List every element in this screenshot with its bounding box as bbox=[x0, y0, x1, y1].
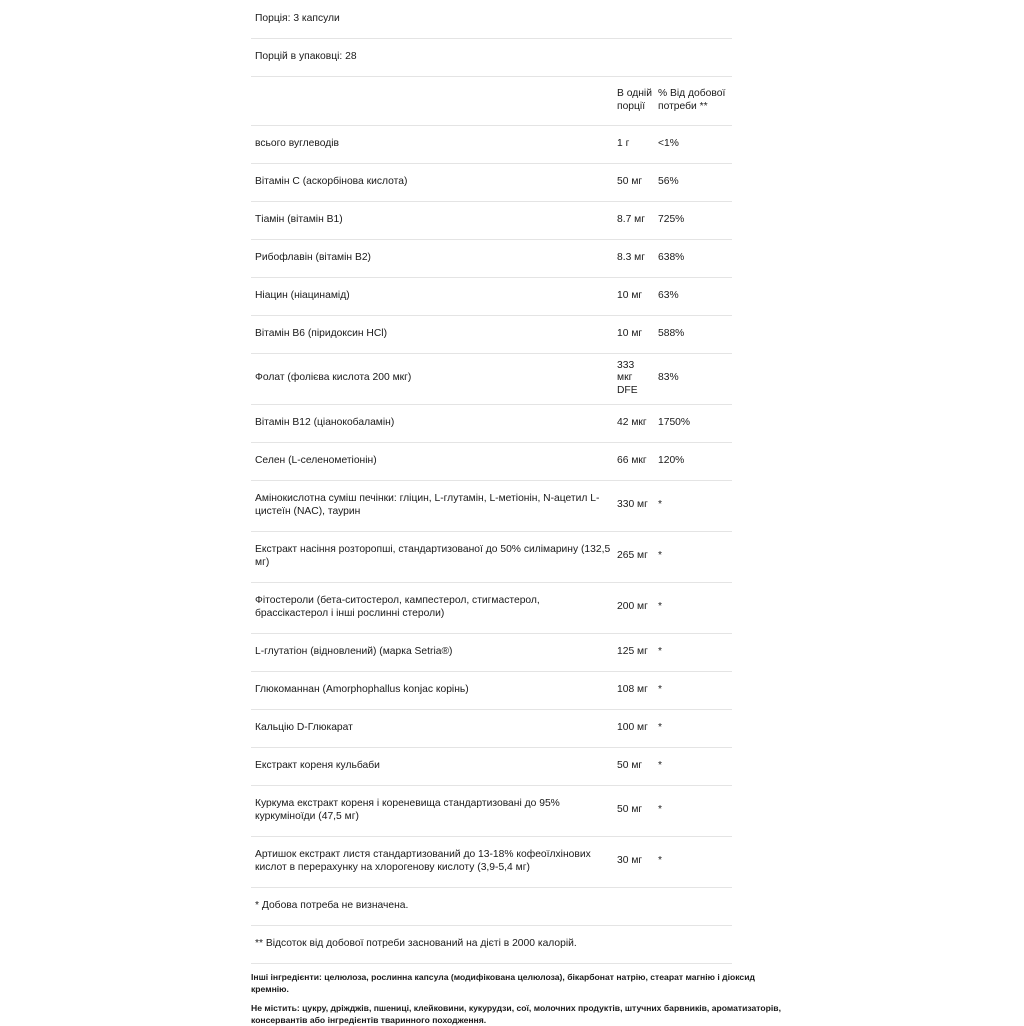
table-row bbox=[251, 633, 732, 671]
servings-per-container-row bbox=[251, 38, 732, 76]
nutrient-name: L-глутатіон (відновлений) (марка Setria®) bbox=[251, 633, 613, 671]
nutrient-amount: 265 мг bbox=[613, 531, 654, 582]
nutrient-name: Куркума екстракт кореня і кореневища стандартизовані до 95% куркуміноїди (47,5 мг) bbox=[251, 785, 613, 836]
nutrient-amount: 333 мкг DFE bbox=[613, 353, 654, 404]
nutrient-daily-value: 83% bbox=[654, 353, 732, 404]
nutrient-amount: 125 мг bbox=[613, 633, 654, 671]
table-row bbox=[251, 671, 732, 709]
nutrient-amount: 50 мг bbox=[613, 163, 654, 201]
nutrient-name: Екстракт насіння розторопші, стандартизованої до 50% силімарину (132,5 мг) bbox=[251, 531, 613, 582]
nutrient-name: Екстракт кореня кульбаби bbox=[251, 747, 613, 785]
table-row bbox=[251, 404, 732, 442]
nutrient-daily-value: * bbox=[654, 480, 732, 531]
table-header-row bbox=[251, 76, 732, 125]
serving-size: Порція: 3 капсули bbox=[251, 0, 732, 38]
header-amount-per-serving: В одній порції bbox=[613, 76, 654, 125]
table-row bbox=[251, 785, 732, 836]
header-name-cell bbox=[251, 76, 613, 125]
nutrient-daily-value: 725% bbox=[654, 201, 732, 239]
nutrient-amount: 66 мкг bbox=[613, 442, 654, 480]
nutrient-daily-value: * bbox=[654, 747, 732, 785]
nutrient-amount: 330 мг bbox=[613, 480, 654, 531]
header-daily-value: % Від добової потреби ** bbox=[654, 76, 732, 125]
nutrient-name: Артишок екстракт листя стандартизований до 13-18% кофеоїлхінових кислот в перерахунку на хлорогенову кислоту (3,9-5,4 мг) bbox=[251, 836, 613, 887]
nutrient-daily-value: * bbox=[654, 785, 732, 836]
supplement-facts-table bbox=[251, 0, 732, 964]
serving-size-row bbox=[251, 0, 732, 38]
table-row bbox=[251, 442, 732, 480]
nutrient-name: Кальцію D-Глюкарат bbox=[251, 709, 613, 747]
table-row bbox=[251, 353, 732, 404]
table-row bbox=[251, 531, 732, 582]
nutrient-name: Вітамін B12 (ціанокобаламін) bbox=[251, 404, 613, 442]
nutrient-name: Ніацин (ніацинамід) bbox=[251, 277, 613, 315]
nutrient-name: Фолат (фолієва кислота 200 мкг) bbox=[251, 353, 613, 404]
nutrient-daily-value: * bbox=[654, 709, 732, 747]
nutrient-amount: 108 мг bbox=[613, 671, 654, 709]
table-row bbox=[251, 315, 732, 353]
table-row bbox=[251, 125, 732, 163]
nutrient-amount: 1 г bbox=[613, 125, 654, 163]
footnote-daily-basis: ** Відсоток від добової потреби заснований на дієті в 2000 калорій. bbox=[251, 925, 732, 963]
nutrient-daily-value: <1% bbox=[654, 125, 732, 163]
nutrient-amount: 10 мг bbox=[613, 277, 654, 315]
nutrient-name: Фітостероли (бета-ситостерол, кампестерол, стигмастерол, брассікастерол і інші рослинні стероли) bbox=[251, 582, 613, 633]
supplement-facts-body bbox=[251, 0, 732, 963]
table-row bbox=[251, 277, 732, 315]
nutrient-daily-value: * bbox=[654, 671, 732, 709]
nutrient-amount: 8.3 мг bbox=[613, 239, 654, 277]
table-row bbox=[251, 582, 732, 633]
table-row bbox=[251, 747, 732, 785]
table-row bbox=[251, 480, 732, 531]
nutrient-daily-value: 56% bbox=[654, 163, 732, 201]
other-ingredients: Інші інгредієнти: целюлоза, рослинна капсула (модифікована целюлоза), бікарбонат натрію, стеарат магнію і діоксид кремнію. bbox=[251, 972, 755, 994]
table-row bbox=[251, 836, 732, 887]
nutrient-daily-value: * bbox=[654, 633, 732, 671]
nutrient-daily-value: 63% bbox=[654, 277, 732, 315]
nutrient-daily-value: 638% bbox=[654, 239, 732, 277]
nutrient-name: Вітамін B6 (піридоксин HCl) bbox=[251, 315, 613, 353]
nutrient-name: Вітамін C (аскорбінова кислота) bbox=[251, 163, 613, 201]
nutrient-name: Амінокислотна суміш печінки: гліцин, L-глутамін, L-метіонін, N-ацетил L-цистеїн (NAC), таурин bbox=[251, 480, 613, 531]
nutrient-name: Селен (L-селенометіонін) bbox=[251, 442, 613, 480]
servings-per-container: Порцій в упаковці: 28 bbox=[251, 38, 732, 76]
nutrient-amount: 50 мг bbox=[613, 785, 654, 836]
table-row bbox=[251, 709, 732, 747]
footnote-row bbox=[251, 925, 732, 963]
nutrient-daily-value: 1750% bbox=[654, 404, 732, 442]
nutrient-amount: 50 мг bbox=[613, 747, 654, 785]
nutrient-amount: 8.7 мг bbox=[613, 201, 654, 239]
table-row bbox=[251, 201, 732, 239]
nutrient-daily-value: 588% bbox=[654, 315, 732, 353]
nutrient-name: Рибофлавін (вітамін B2) bbox=[251, 239, 613, 277]
footnote-row bbox=[251, 887, 732, 925]
footnote-daily-not-established: * Добова потреба не визначена. bbox=[251, 887, 732, 925]
nutrient-daily-value: * bbox=[654, 531, 732, 582]
table-row bbox=[251, 239, 732, 277]
nutrient-amount: 10 мг bbox=[613, 315, 654, 353]
nutrient-daily-value: 120% bbox=[654, 442, 732, 480]
nutrient-name: Тіамін (вітамін B1) bbox=[251, 201, 613, 239]
nutrient-amount: 200 мг bbox=[613, 582, 654, 633]
nutrient-amount: 42 мкг bbox=[613, 404, 654, 442]
free-from: Не містить: цукру, дріжджів, пшениці, клейковини, кукурудзи, сої, молочних продуктів, штучних барвників, ароматизаторів, консервантів або інгредієнтів тваринного походження. bbox=[251, 1003, 781, 1025]
nutrient-name: Глюкоманнан (Amorphophallus konjac корінь) bbox=[251, 671, 613, 709]
nutrient-name: всього вуглеводів bbox=[251, 125, 613, 163]
nutrient-amount: 30 мг bbox=[613, 836, 654, 887]
nutrient-daily-value: * bbox=[654, 836, 732, 887]
table-row bbox=[251, 163, 732, 201]
nutrient-amount: 100 мг bbox=[613, 709, 654, 747]
nutrient-daily-value: * bbox=[654, 582, 732, 633]
